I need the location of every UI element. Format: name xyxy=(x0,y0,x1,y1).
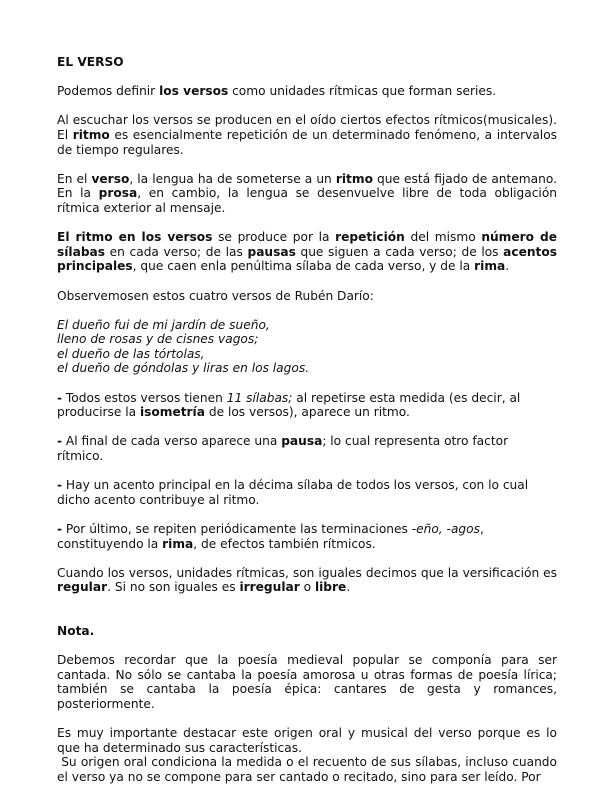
bold-term: verso xyxy=(91,171,130,186)
bold-term: los versos xyxy=(159,84,229,99)
bullet-dash: - xyxy=(57,478,63,493)
poem-excerpt xyxy=(57,318,557,376)
bold-term: pausas xyxy=(247,244,296,259)
text: es esencialmente repetición de un determinado fenómeno, a intervalos de tiempo regulares. xyxy=(57,127,557,157)
bold-term: número de sílabas xyxy=(57,230,558,259)
bold-term: ritmo xyxy=(72,127,110,142)
paragraph-ritmo xyxy=(57,113,557,157)
bullet-dash: - xyxy=(57,434,63,449)
bullet-dash: - xyxy=(57,522,63,536)
text: de los versos), aparece un ritmo. xyxy=(204,405,410,420)
paragraph-versificacion xyxy=(57,566,557,595)
text: , en cambio, la lengua se desenvuelve libre de toda obligación rítmica exterior al mensaje. xyxy=(57,186,557,215)
document-page xyxy=(57,55,561,799)
bold-term: acentos principales xyxy=(57,244,557,274)
text: al repetirse esta medida (es decir, al producirse la xyxy=(57,390,521,420)
bold-term: regular xyxy=(57,580,108,595)
text: , la lengua ha de someterse a un xyxy=(129,171,336,186)
text: del mismo xyxy=(404,230,482,245)
bold-term: repetición xyxy=(335,230,405,245)
text: . xyxy=(346,580,351,595)
text: ; lo cual representa otro factor rítmico. xyxy=(57,434,509,464)
verse-line: el dueño de góndolas y liras en los lagos. xyxy=(57,361,310,376)
section-heading-nota: Nota. xyxy=(57,623,95,638)
text: Hay un acento principal en la décima sílaba de todos los versos, con lo cual dicho acento contribuye al ritmo. xyxy=(57,478,529,507)
paragraph-observe: Observemosen estos cuatro versos de Rubén Darío: xyxy=(57,288,374,303)
text: en cada verso; de las xyxy=(105,244,248,259)
text: . xyxy=(505,259,510,274)
italic-term: -eño, -agos xyxy=(411,522,480,536)
bullet-pausa xyxy=(57,434,557,463)
text: En el xyxy=(57,171,92,186)
text: Al final de cada verso aparece una xyxy=(62,434,282,449)
bullet-acento xyxy=(57,478,557,507)
page-title: EL VERSO xyxy=(57,55,124,69)
text: que siguen a cada verso; de los xyxy=(295,244,504,259)
text: como unidades rítmicas que forman series. xyxy=(228,84,497,99)
text: que está fijado de antemano. En la xyxy=(57,171,557,201)
text: . Si no son iguales es xyxy=(107,580,240,595)
paragraph-ritmo-versos xyxy=(57,230,557,274)
text: se produce por la xyxy=(212,230,336,245)
text: Es muy importante destacar este origen oral y musical del verso porque es lo que ha determinado sus características. xyxy=(57,726,557,755)
text: Al escuchar los versos se producen en el oído ciertos efectos rítmicos(musicales). El xyxy=(57,113,557,142)
bold-term: libre xyxy=(314,580,347,595)
verse-line: lleno de rosas y de cisnes vagos; xyxy=(57,332,259,347)
bold-term: El ritmo en los versos xyxy=(57,230,213,245)
text: Su origen oral condiciona la medida o el recuento de sus sílabas, incluso cuando el verso ya no se compone para ser cantado o recitado, sino para ser leído. Por xyxy=(57,755,561,784)
text: , que caen enla penúltima sílaba de cada verso, y de la xyxy=(132,259,475,274)
text: Podemos definir xyxy=(57,84,160,99)
bold-term: irregular xyxy=(239,580,300,595)
text: , de efectos también rítmicos. xyxy=(193,536,376,551)
bold-term: rima xyxy=(162,536,194,551)
text: Por último, se repiten periódicamente las terminaciones xyxy=(62,522,412,536)
paragraph-definition xyxy=(57,84,557,99)
text: Todos estos versos tienen xyxy=(62,390,227,405)
italic-term: 11 sílabas; xyxy=(226,390,293,405)
paragraph-nota-1: Debemos recordar que la poesía medieval popular se componía para ser cantada. No sólo se cantaba la poesía amorosa u otras formas de poesía lírica; también se cantaba la poesía épica: cantares de gesta y romances, posteriormente. xyxy=(57,653,557,711)
paragraph-nota-2 xyxy=(57,726,561,784)
bold-term: prosa xyxy=(98,186,138,201)
paragraph-verso-prosa xyxy=(57,172,557,216)
bullet-isometria xyxy=(57,391,557,420)
bullet-rima xyxy=(57,522,557,551)
text: o xyxy=(299,580,315,595)
bold-term: pausa xyxy=(281,434,323,449)
verse-line: El dueño fui de mi jardín de sueño, xyxy=(57,317,270,332)
bullet-dash: - xyxy=(57,390,63,405)
bold-term: isometría xyxy=(139,405,205,420)
bold-term: ritmo xyxy=(335,171,373,186)
text: , constituyendo la xyxy=(57,522,484,551)
bold-term: rima xyxy=(474,259,506,274)
verse-line: el dueño de las tórtolas, xyxy=(57,346,205,361)
text: Cuando los versos, unidades rítmicas, son iguales decimos que la versificación es xyxy=(57,565,557,580)
